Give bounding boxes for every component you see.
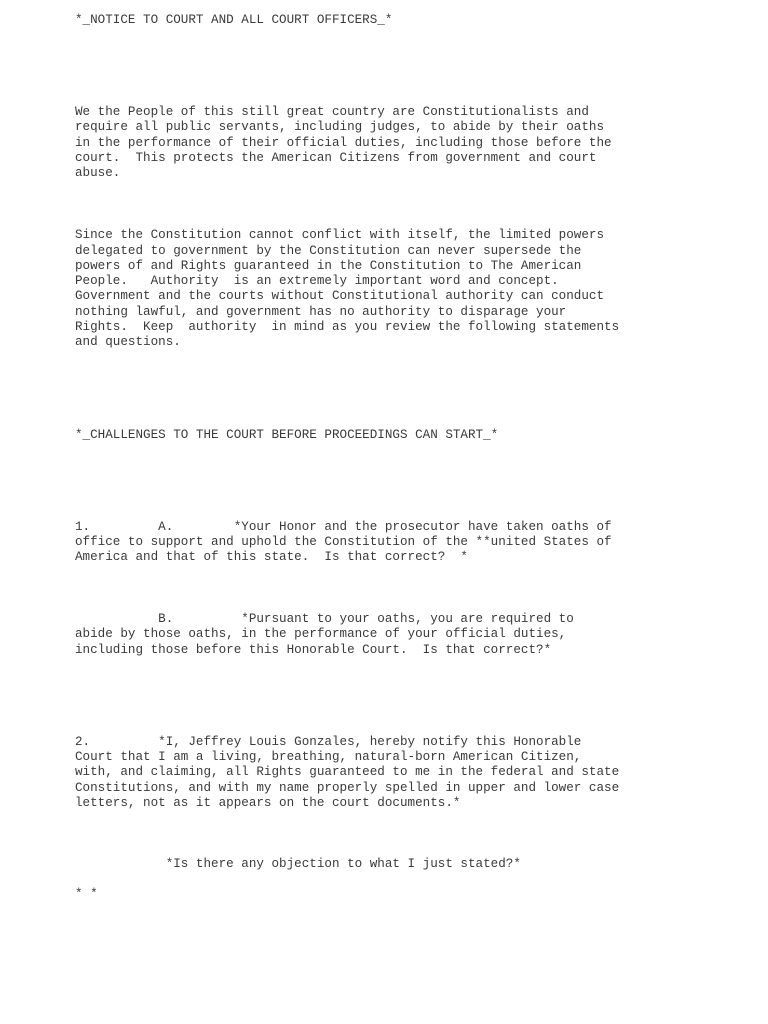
item-2-line: 2. *I, Jeffrey Louis Gonzales, hereby notify this Honorable bbox=[75, 735, 582, 749]
people-paragraph-line: court. This protects the American Citizens from government and court bbox=[75, 151, 597, 165]
constitution-paragraph-line: and questions. bbox=[75, 335, 181, 349]
people-paragraph-line: in the performance of their official duties, including those before the bbox=[75, 136, 612, 150]
notice-heading: *_NOTICE TO COURT AND ALL COURT OFFICERS_* bbox=[75, 13, 393, 27]
objection-question: *Is there any objection to what I just stated?* bbox=[75, 857, 521, 871]
people-paragraph-line: We the People of this still great country are Constitutionalists and bbox=[75, 105, 589, 119]
constitution-paragraph-line: delegated to government by the Constitution can never supersede the bbox=[75, 244, 582, 258]
item-1a-line: office to support and uphold the Constitution of the **united States of bbox=[75, 535, 612, 549]
item-2-line: Court that I am a living, breathing, natural-born American Citizen, bbox=[75, 750, 582, 764]
people-paragraph-line: require all public servants, including judges, to abide by their oaths bbox=[75, 120, 605, 134]
item-1b-line: including those before this Honorable Court. Is that correct?* bbox=[75, 643, 552, 657]
item-2-line: Constitutions, and with my name properly spelled in upper and lower case bbox=[75, 781, 620, 795]
item-1a-line: 1. A. *Your Honor and the prosecutor have taken oaths of bbox=[75, 520, 612, 534]
constitution-paragraph-line: Government and the courts without Constitutional authority can conduct bbox=[75, 289, 605, 303]
constitution-paragraph-line: People. Authority is an extremely important word and concept. bbox=[75, 274, 559, 288]
people-paragraph-line: abuse. bbox=[75, 166, 121, 180]
item-2-line: with, and claiming, all Rights guaranteed to me in the federal and state bbox=[75, 765, 620, 779]
item-2-line: letters, not as it appears on the court documents.* bbox=[75, 796, 461, 810]
trailing-marks: * * bbox=[75, 887, 98, 901]
item-1b-line: abide by those oaths, in the performance of your official duties, bbox=[75, 627, 567, 641]
constitution-paragraph-line: nothing lawful, and government has no authority to disparage your bbox=[75, 305, 567, 319]
challenges-heading: *_CHALLENGES TO THE COURT BEFORE PROCEEDINGS CAN START_* bbox=[75, 428, 499, 442]
item-1b-line: B. *Pursuant to your oaths, you are required to bbox=[75, 612, 574, 626]
item-1a-line: America and that of this state. Is that correct? * bbox=[75, 550, 468, 564]
constitution-paragraph-line: Rights. Keep authority in mind as you review the following statements bbox=[75, 320, 620, 334]
constitution-paragraph-line: powers of and Rights guaranteed in the Constitution to The American bbox=[75, 259, 582, 273]
constitution-paragraph-line: Since the Constitution cannot conflict with itself, the limited powers bbox=[75, 228, 605, 242]
